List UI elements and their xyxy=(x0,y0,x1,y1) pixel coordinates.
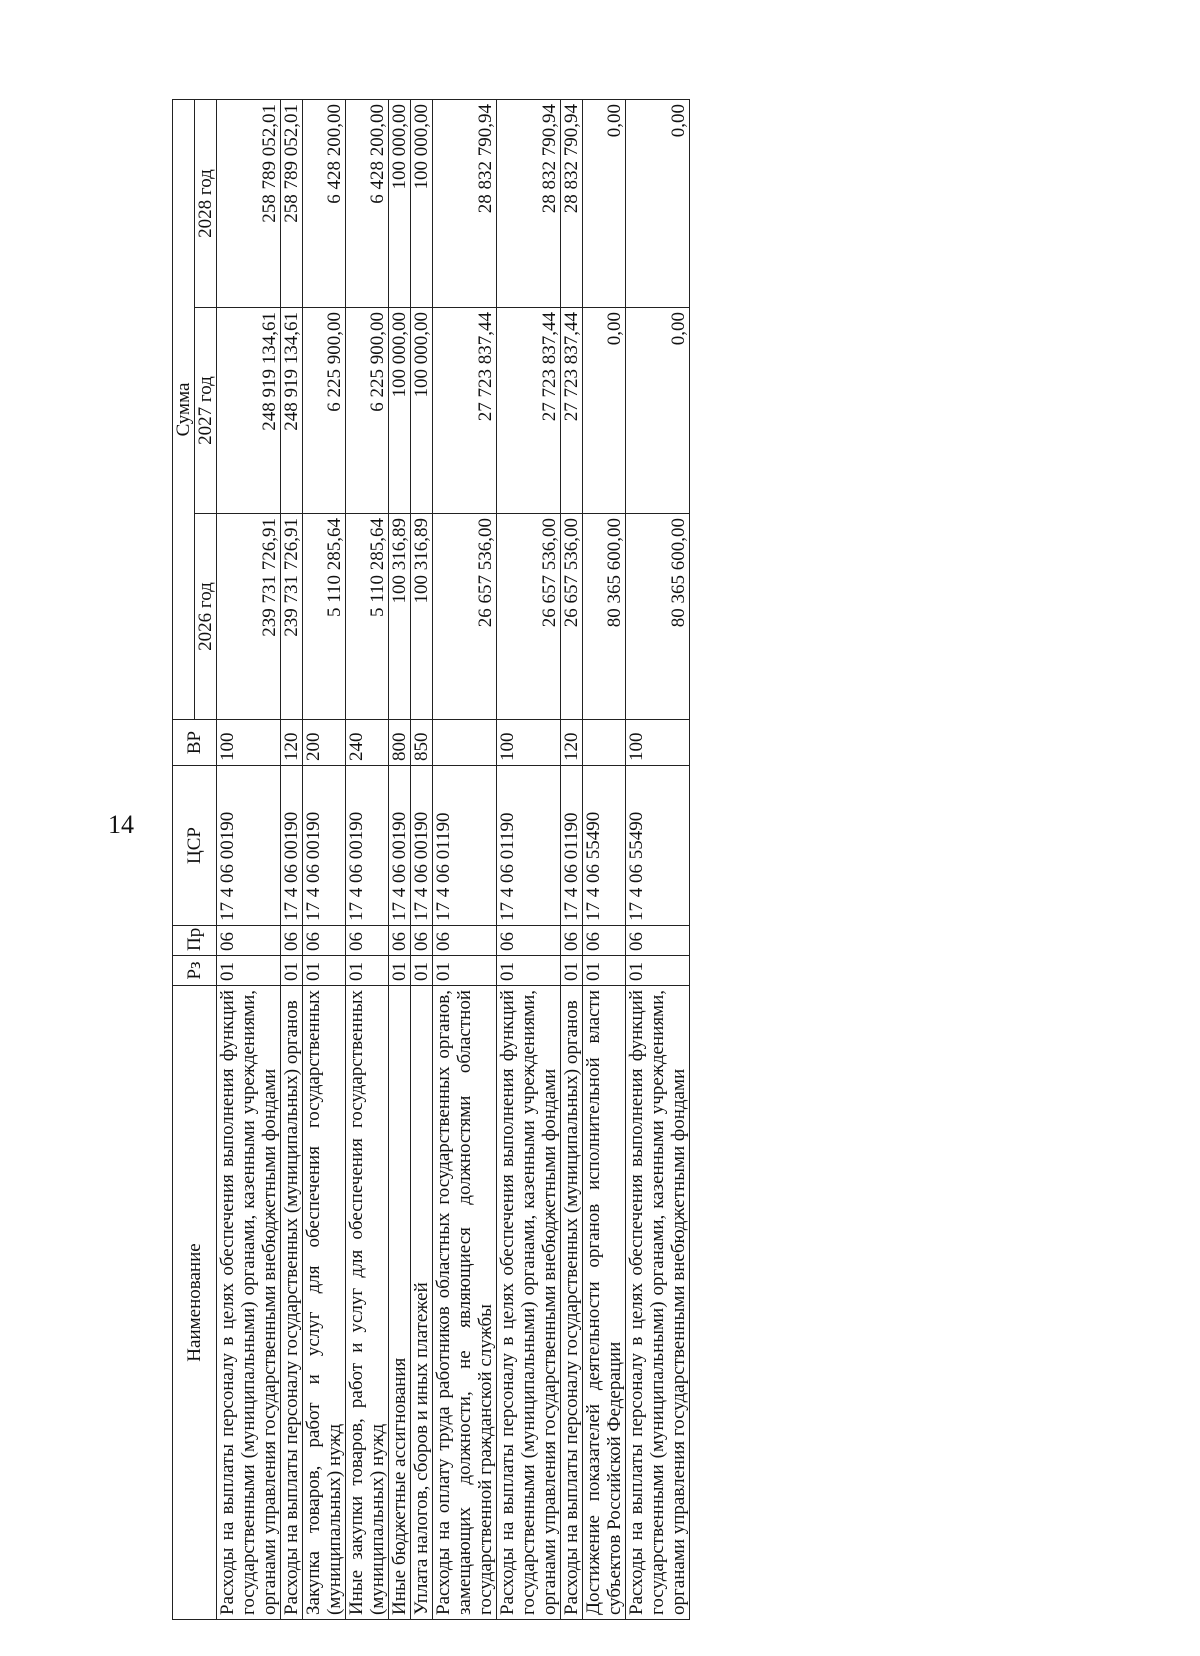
row-vr: 850 xyxy=(411,720,433,766)
row-sum-2027: 248 919 134,61 xyxy=(281,308,303,514)
row-name: Достижение показателей деятельности органов исполнительной власти субъектов Российской Федерации xyxy=(583,986,626,1620)
row-sum-2028: 6 428 200,00 xyxy=(346,100,389,308)
table-row xyxy=(497,100,561,1620)
row-vr: 100 xyxy=(626,720,690,766)
row-sum-2026: 26 657 536,00 xyxy=(497,514,561,720)
row-sum-2028: 0,00 xyxy=(583,100,626,308)
row-rz: 01 xyxy=(346,956,389,986)
header-sum: Сумма xyxy=(173,100,195,720)
row-sum-2027: 6 225 900,00 xyxy=(346,308,389,514)
row-sum-2028: 100 000,00 xyxy=(389,100,411,308)
table-row xyxy=(561,100,583,1620)
row-csr: 17 4 06 01190 xyxy=(561,766,583,926)
row-sum-2028: 28 832 790,94 xyxy=(433,100,497,308)
row-name: Уплата налогов, сборов и иных платежей xyxy=(411,986,433,1620)
row-sum-2028: 28 832 790,94 xyxy=(497,100,561,308)
row-pr: 06 xyxy=(303,926,346,956)
row-sum-2027: 6 225 900,00 xyxy=(303,308,346,514)
row-sum-2027: 248 919 134,61 xyxy=(217,308,281,514)
row-csr: 17 4 06 55490 xyxy=(626,766,690,926)
header-2026: 2026 год xyxy=(195,514,217,720)
row-rz: 01 xyxy=(497,956,561,986)
row-vr: 240 xyxy=(346,720,389,766)
row-csr: 17 4 06 01190 xyxy=(433,766,497,926)
table-row xyxy=(346,100,389,1620)
page-number: 14 xyxy=(108,810,134,839)
header-2027: 2027 год xyxy=(195,308,217,514)
row-rz: 01 xyxy=(389,956,411,986)
row-sum-2026: 26 657 536,00 xyxy=(433,514,497,720)
row-rz: 01 xyxy=(281,956,303,986)
header-row-1 xyxy=(173,100,195,1620)
header-vr: ВР xyxy=(173,720,217,766)
header-csr: ЦСР xyxy=(173,766,217,926)
header-name: Наименование xyxy=(173,986,217,1620)
table-row xyxy=(281,100,303,1620)
row-rz: 01 xyxy=(583,956,626,986)
row-name: Расходы на оплату труда работников областных государственных органов, замещающих должности, не являющиеся должностями областной государственной гражданской службы xyxy=(433,986,497,1620)
row-vr: 120 xyxy=(281,720,303,766)
header-2028: 2028 год xyxy=(195,100,217,308)
row-sum-2026: 100 316,89 xyxy=(389,514,411,720)
row-sum-2026: 239 731 726,91 xyxy=(281,514,303,720)
row-rz: 01 xyxy=(411,956,433,986)
row-sum-2027: 0,00 xyxy=(583,308,626,514)
row-sum-2028: 6 428 200,00 xyxy=(303,100,346,308)
table-row xyxy=(626,100,690,1620)
row-sum-2026: 239 731 726,91 xyxy=(217,514,281,720)
row-vr: 200 xyxy=(303,720,346,766)
row-csr: 17 4 06 00190 xyxy=(411,766,433,926)
row-name: Закупка товаров, работ и услуг для обеспечения государственных (муниципальных) нужд xyxy=(303,986,346,1620)
row-csr: 17 4 06 00190 xyxy=(281,766,303,926)
row-vr: 100 xyxy=(497,720,561,766)
row-sum-2026: 100 316,89 xyxy=(411,514,433,720)
row-sum-2028: 100 000,00 xyxy=(411,100,433,308)
table-row xyxy=(411,100,433,1620)
row-vr: 800 xyxy=(389,720,411,766)
row-name: Иные бюджетные ассигнования xyxy=(389,986,411,1620)
row-sum-2028: 28 832 790,94 xyxy=(561,100,583,308)
table-row xyxy=(389,100,411,1620)
row-name: Расходы на выплаты персоналу государственных (муниципальных) органов xyxy=(561,986,583,1620)
row-rz: 01 xyxy=(626,956,690,986)
row-pr: 06 xyxy=(281,926,303,956)
table-row xyxy=(583,100,626,1620)
row-sum-2027: 27 723 837,44 xyxy=(497,308,561,514)
row-sum-2027: 27 723 837,44 xyxy=(561,308,583,514)
table-row xyxy=(303,100,346,1620)
row-csr: 17 4 06 00190 xyxy=(389,766,411,926)
row-name: Расходы на выплаты персоналу государственных (муниципальных) органов xyxy=(281,986,303,1620)
row-rz: 01 xyxy=(433,956,497,986)
row-sum-2026: 5 110 285,64 xyxy=(303,514,346,720)
table-row xyxy=(217,100,281,1620)
row-sum-2027: 27 723 837,44 xyxy=(433,308,497,514)
rotated-table-container xyxy=(172,100,1172,1620)
row-pr: 06 xyxy=(561,926,583,956)
row-csr: 17 4 06 00190 xyxy=(217,766,281,926)
row-csr: 17 4 06 00190 xyxy=(303,766,346,926)
row-sum-2027: 0,00 xyxy=(626,308,690,514)
row-csr: 17 4 06 55490 xyxy=(583,766,626,926)
row-sum-2028: 258 789 052,01 xyxy=(281,100,303,308)
row-vr: 120 xyxy=(561,720,583,766)
row-pr: 06 xyxy=(411,926,433,956)
row-sum-2028: 0,00 xyxy=(626,100,690,308)
row-vr xyxy=(583,720,626,766)
header-pr: Пр xyxy=(173,926,217,956)
row-vr xyxy=(433,720,497,766)
row-rz: 01 xyxy=(303,956,346,986)
row-vr: 100 xyxy=(217,720,281,766)
row-csr: 17 4 06 00190 xyxy=(346,766,389,926)
header-rz: Рз xyxy=(173,956,217,986)
row-pr: 06 xyxy=(433,926,497,956)
row-sum-2028: 258 789 052,01 xyxy=(217,100,281,308)
row-pr: 06 xyxy=(217,926,281,956)
row-sum-2026: 80 365 600,00 xyxy=(626,514,690,720)
row-rz: 01 xyxy=(561,956,583,986)
row-pr: 06 xyxy=(346,926,389,956)
budget-table xyxy=(172,99,690,1620)
row-sum-2026: 26 657 536,00 xyxy=(561,514,583,720)
row-sum-2026: 5 110 285,64 xyxy=(346,514,389,720)
table-row xyxy=(433,100,497,1620)
row-pr: 06 xyxy=(626,926,690,956)
row-name: Расходы на выплаты персоналу в целях обеспечения выполнения функций государственными (муниципальными) органами, казенными учреждениями, органами управления государственными внебюджетными фондами xyxy=(626,986,690,1620)
row-name: Расходы на выплаты персоналу в целях обеспечения выполнения функций государственными (муниципальными) органами, казенными учреждениями, органами управления государственными внебюджетными фондами xyxy=(497,986,561,1620)
row-name: Расходы на выплаты персоналу в целях обеспечения выполнения функций государственными (муниципальными) органами, казенными учреждениями, органами управления государственными внебюджетными фондами xyxy=(217,986,281,1620)
row-rz: 01 xyxy=(217,956,281,986)
row-pr: 06 xyxy=(389,926,411,956)
row-name: Иные закупки товаров, работ и услуг для обеспечения государственных (муниципальных) нужд xyxy=(346,986,389,1620)
row-pr: 06 xyxy=(583,926,626,956)
row-sum-2026: 80 365 600,00 xyxy=(583,514,626,720)
row-sum-2027: 100 000,00 xyxy=(411,308,433,514)
row-sum-2027: 100 000,00 xyxy=(389,308,411,514)
row-pr: 06 xyxy=(497,926,561,956)
row-csr: 17 4 06 01190 xyxy=(497,766,561,926)
